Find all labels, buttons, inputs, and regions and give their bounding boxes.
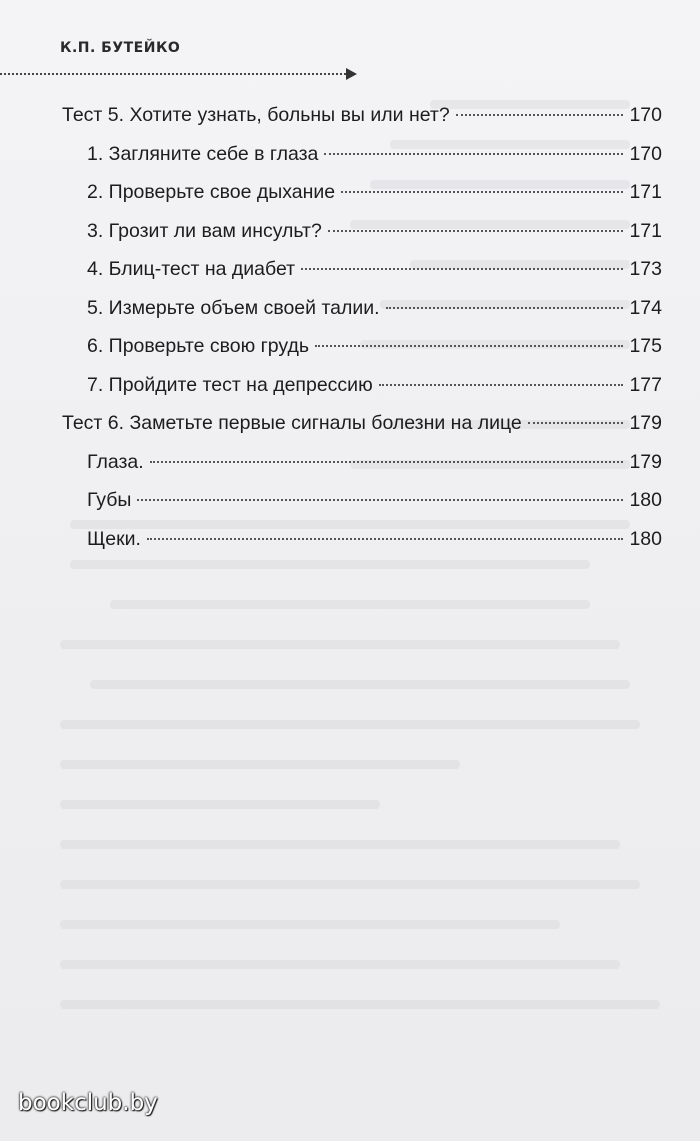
toc-entry-title: 2. Проверьте свое дыхание (87, 181, 336, 203)
toc-entry-page-number: 170 (629, 104, 662, 126)
toc-entry-page-number: 179 (629, 450, 662, 473)
toc-entry (62, 443, 662, 482)
toc-entry (62, 96, 662, 135)
toc-entry-page-number: 175 (629, 335, 662, 357)
toc-entry (62, 173, 662, 212)
running-head-author: К.П. БУТЕЙКО (60, 40, 181, 56)
toc-dot-leader (328, 230, 624, 232)
toc-entry (62, 366, 662, 405)
toc-entry-page-number: 180 (629, 489, 662, 511)
table-of-contents (62, 96, 662, 558)
arrow-right-icon (346, 68, 357, 80)
toc-entry-page-number: 177 (629, 373, 662, 396)
toc-entry-page-number: 170 (629, 142, 662, 165)
toc-entry-title: Тест 6. Заметьте первые сигналы болезни на лице (62, 412, 522, 434)
toc-dot-leader (147, 538, 623, 540)
toc-entry-title: 7. Пройдите тест на депрессию (87, 373, 373, 396)
toc-entry-title: 4. Блиц-тест на диабет (87, 258, 296, 280)
toc-dot-leader (341, 191, 623, 193)
toc-entry (62, 135, 662, 174)
toc-entry-title: Щеки. (87, 527, 141, 550)
toc-dot-leader (456, 114, 624, 116)
toc-entry-title: 3. Грозит ли вам инсульт? (87, 219, 322, 242)
toc-entry-title: Губы (87, 489, 132, 511)
toc-entry-title: 5. Измерьте объем своей талии. (87, 296, 380, 319)
toc-dot-leader (528, 422, 624, 424)
toc-entry-page-number: 173 (629, 258, 662, 280)
toc-dot-leader (315, 345, 623, 347)
toc-entry (62, 212, 662, 251)
toc-entry (62, 520, 662, 559)
toc-entry (62, 481, 662, 520)
header-dotted-rule (0, 73, 346, 75)
toc-entry (62, 289, 662, 328)
toc-dot-leader (379, 384, 624, 386)
toc-entry (62, 327, 662, 366)
toc-entry-page-number: 174 (629, 296, 662, 319)
toc-entry-title: Глаза. (87, 450, 144, 473)
toc-dot-leader (324, 153, 623, 155)
page-header (0, 0, 700, 90)
toc-entry-page-number: 171 (629, 181, 662, 203)
toc-dot-leader (150, 461, 624, 463)
toc-entry-title: Тест 5. Хотите узнать, больны вы или нет? (62, 104, 450, 126)
toc-dot-leader (386, 307, 624, 309)
toc-entry-title: 6. Проверьте свою грудь (87, 335, 309, 357)
toc-entry (62, 250, 662, 289)
toc-entry-title: 1. Загляните себе в глаза (87, 142, 319, 165)
toc-dot-leader (301, 268, 623, 270)
toc-entry-page-number: 179 (629, 412, 662, 434)
toc-dot-leader (137, 499, 623, 501)
site-watermark: bookclub.by (18, 1090, 158, 1116)
toc-entry-page-number: 171 (629, 219, 662, 242)
toc-entry (62, 404, 662, 443)
toc-entry-page-number: 180 (629, 527, 662, 550)
